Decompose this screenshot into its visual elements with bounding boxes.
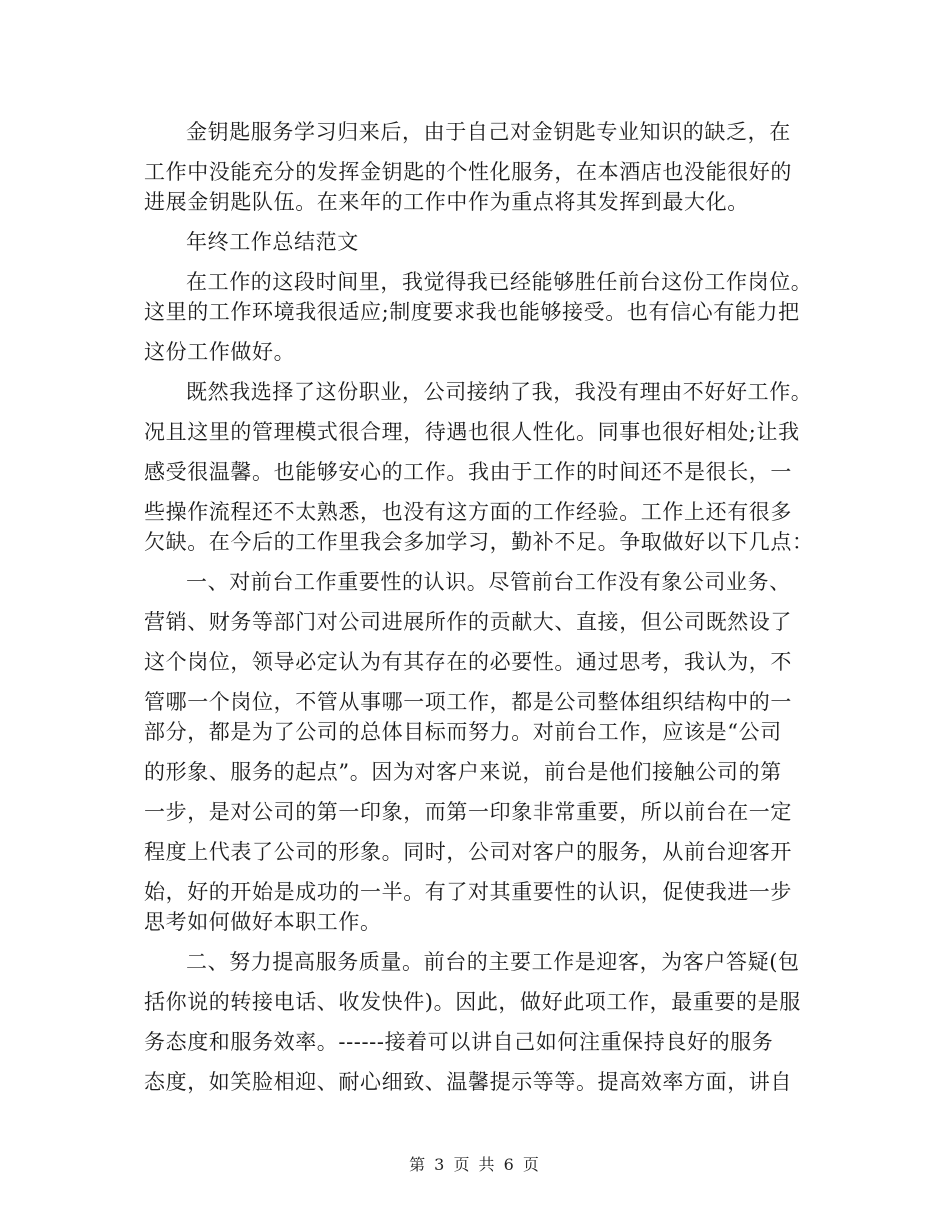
text-line: 在工作的这段时间里，我觉得我已经能够胜任前台这份工作岗位。 [186, 270, 813, 294]
text-line: 这份工作做好。 [144, 340, 296, 364]
text-line: 些操作流程还不太熟悉，也没有这方面的工作经验。工作上还有很多 [144, 500, 792, 524]
text-line: 工作中没能充分的发挥金钥匙的个性化服务，在本酒店也没能很好的 [144, 160, 792, 184]
text-line: 括你说的转接电话、收发快件)。因此，做好此项工作，最重要的是服 [144, 990, 801, 1014]
text-line: 这里的工作环境我很适应;制度要求我也能够接受。也有信心有能力把 [144, 300, 800, 324]
text-line: 进展金钥匙队伍。在来年的工作中作为重点将其发挥到最大化。 [144, 190, 749, 214]
text-line: 部分，都是为了公司的总体目标而努力。对前台工作，应该是“公司 [144, 720, 782, 744]
text-line: 务态度和服务效率。------接着可以讲自己如何注重保持良好的服务 [144, 1030, 774, 1054]
page-footer: 第 3 页 共 6 页 [409, 1155, 541, 1174]
text-line: 始，好的开始是成功的一半。有了对其重要性的认识，促使我进一步 [144, 880, 792, 904]
text-line: 感受很温馨。也能够安心的工作。我由于工作的时间还不是很长，一 [144, 460, 792, 484]
text-line: 态度，如笑脸相迎、耐心细致、温馨提示等等。提高效率方面，讲自 [144, 1070, 792, 1094]
text-line: 二、努力提高服务质量。前台的主要工作是迎客，为客户答疑(包 [186, 950, 800, 974]
text-line: 思考如何做好本职工作。 [144, 910, 382, 934]
text-line: 程度上代表了公司的形象。同时，公司对客户的服务，从前台迎客开 [144, 840, 792, 864]
text-line: 况且这里的管理模式很合理，待遇也很人性化。同事也很好相处;让我 [144, 420, 800, 444]
text-line: 的形象、服务的起点”。因为对客户来说，前台是他们接触公司的第 [144, 760, 782, 784]
text-line: 一、对前台工作重要性的认识。尽管前台工作没有象公司业务、 [186, 570, 791, 594]
text-line: 管哪一个岗位，不管从事哪一项工作，都是公司整体组织结构中的一 [144, 690, 792, 714]
text-line: 金钥匙服务学习归来后，由于自己对金钥匙专业知识的缺乏，在 [186, 120, 791, 144]
text-line: 这个岗位，领导必定认为有其存在的必要性。通过思考，我认为，不 [144, 650, 792, 674]
text-line: 营销、财务等部门对公司进展所作的贡献大、直接，但公司既然设了 [144, 610, 792, 634]
text-line: 年终工作总结范文 [186, 230, 359, 254]
text-line: 欠缺。在今后的工作里我会多加学习，勤补不足。争取做好以下几点： [144, 530, 814, 554]
text-line: 既然我选择了这份职业，公司接纳了我，我没有理由不好好工作。 [186, 380, 813, 404]
text-line: 一步，是对公司的第一印象，而第一印象非常重要，所以前台在一定 [144, 800, 792, 824]
